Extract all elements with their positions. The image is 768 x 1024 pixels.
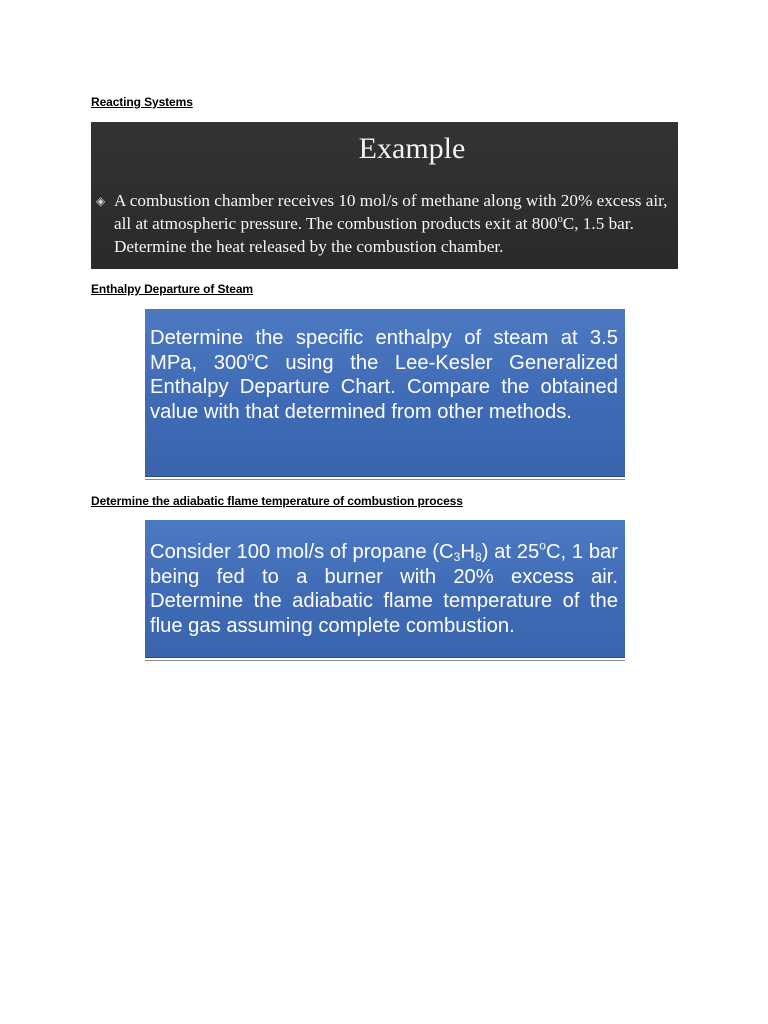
section-heading-reacting-systems: Reacting Systems [91,95,193,109]
slide-body-text: Consider 100 mol/s of propane $(C_3H_8)$ at 25$^o$C, 1 bar being fed to a burner with 20% excess air. Determine the adiabatic flame temperature of the flue gas assuming complete combustion. [150,538,618,637]
diamond-bullet-icon: ◈ [96,194,106,208]
slide-body-text: A combustion chamber receives 10 mol/s of methane along with 20% excess air, all at atmospheric pressure. The combustion products exit at 800$^o$C, 1.5 bar. Determine the heat released by the combustion chamber. [114,191,668,256]
section-heading-adiabatic-flame: Determine the adiabatic flame temperature of combustion process [91,494,463,508]
slide-title: Example [358,132,466,165]
example-slide-image [91,122,678,269]
enthalpy-slide-image [145,309,625,477]
section-heading-enthalpy-departure: Enthalpy Departure of Steam [91,282,254,296]
slide-body-text: Determine the specific enthalpy of steam at 3.5 MPa, 300$^o$C using the Lee-Kesler Generalized Enthalpy Departure Chart. Compare the obtained value with that determined from other methods. [150,327,618,423]
propane-slide-image [145,520,625,658]
